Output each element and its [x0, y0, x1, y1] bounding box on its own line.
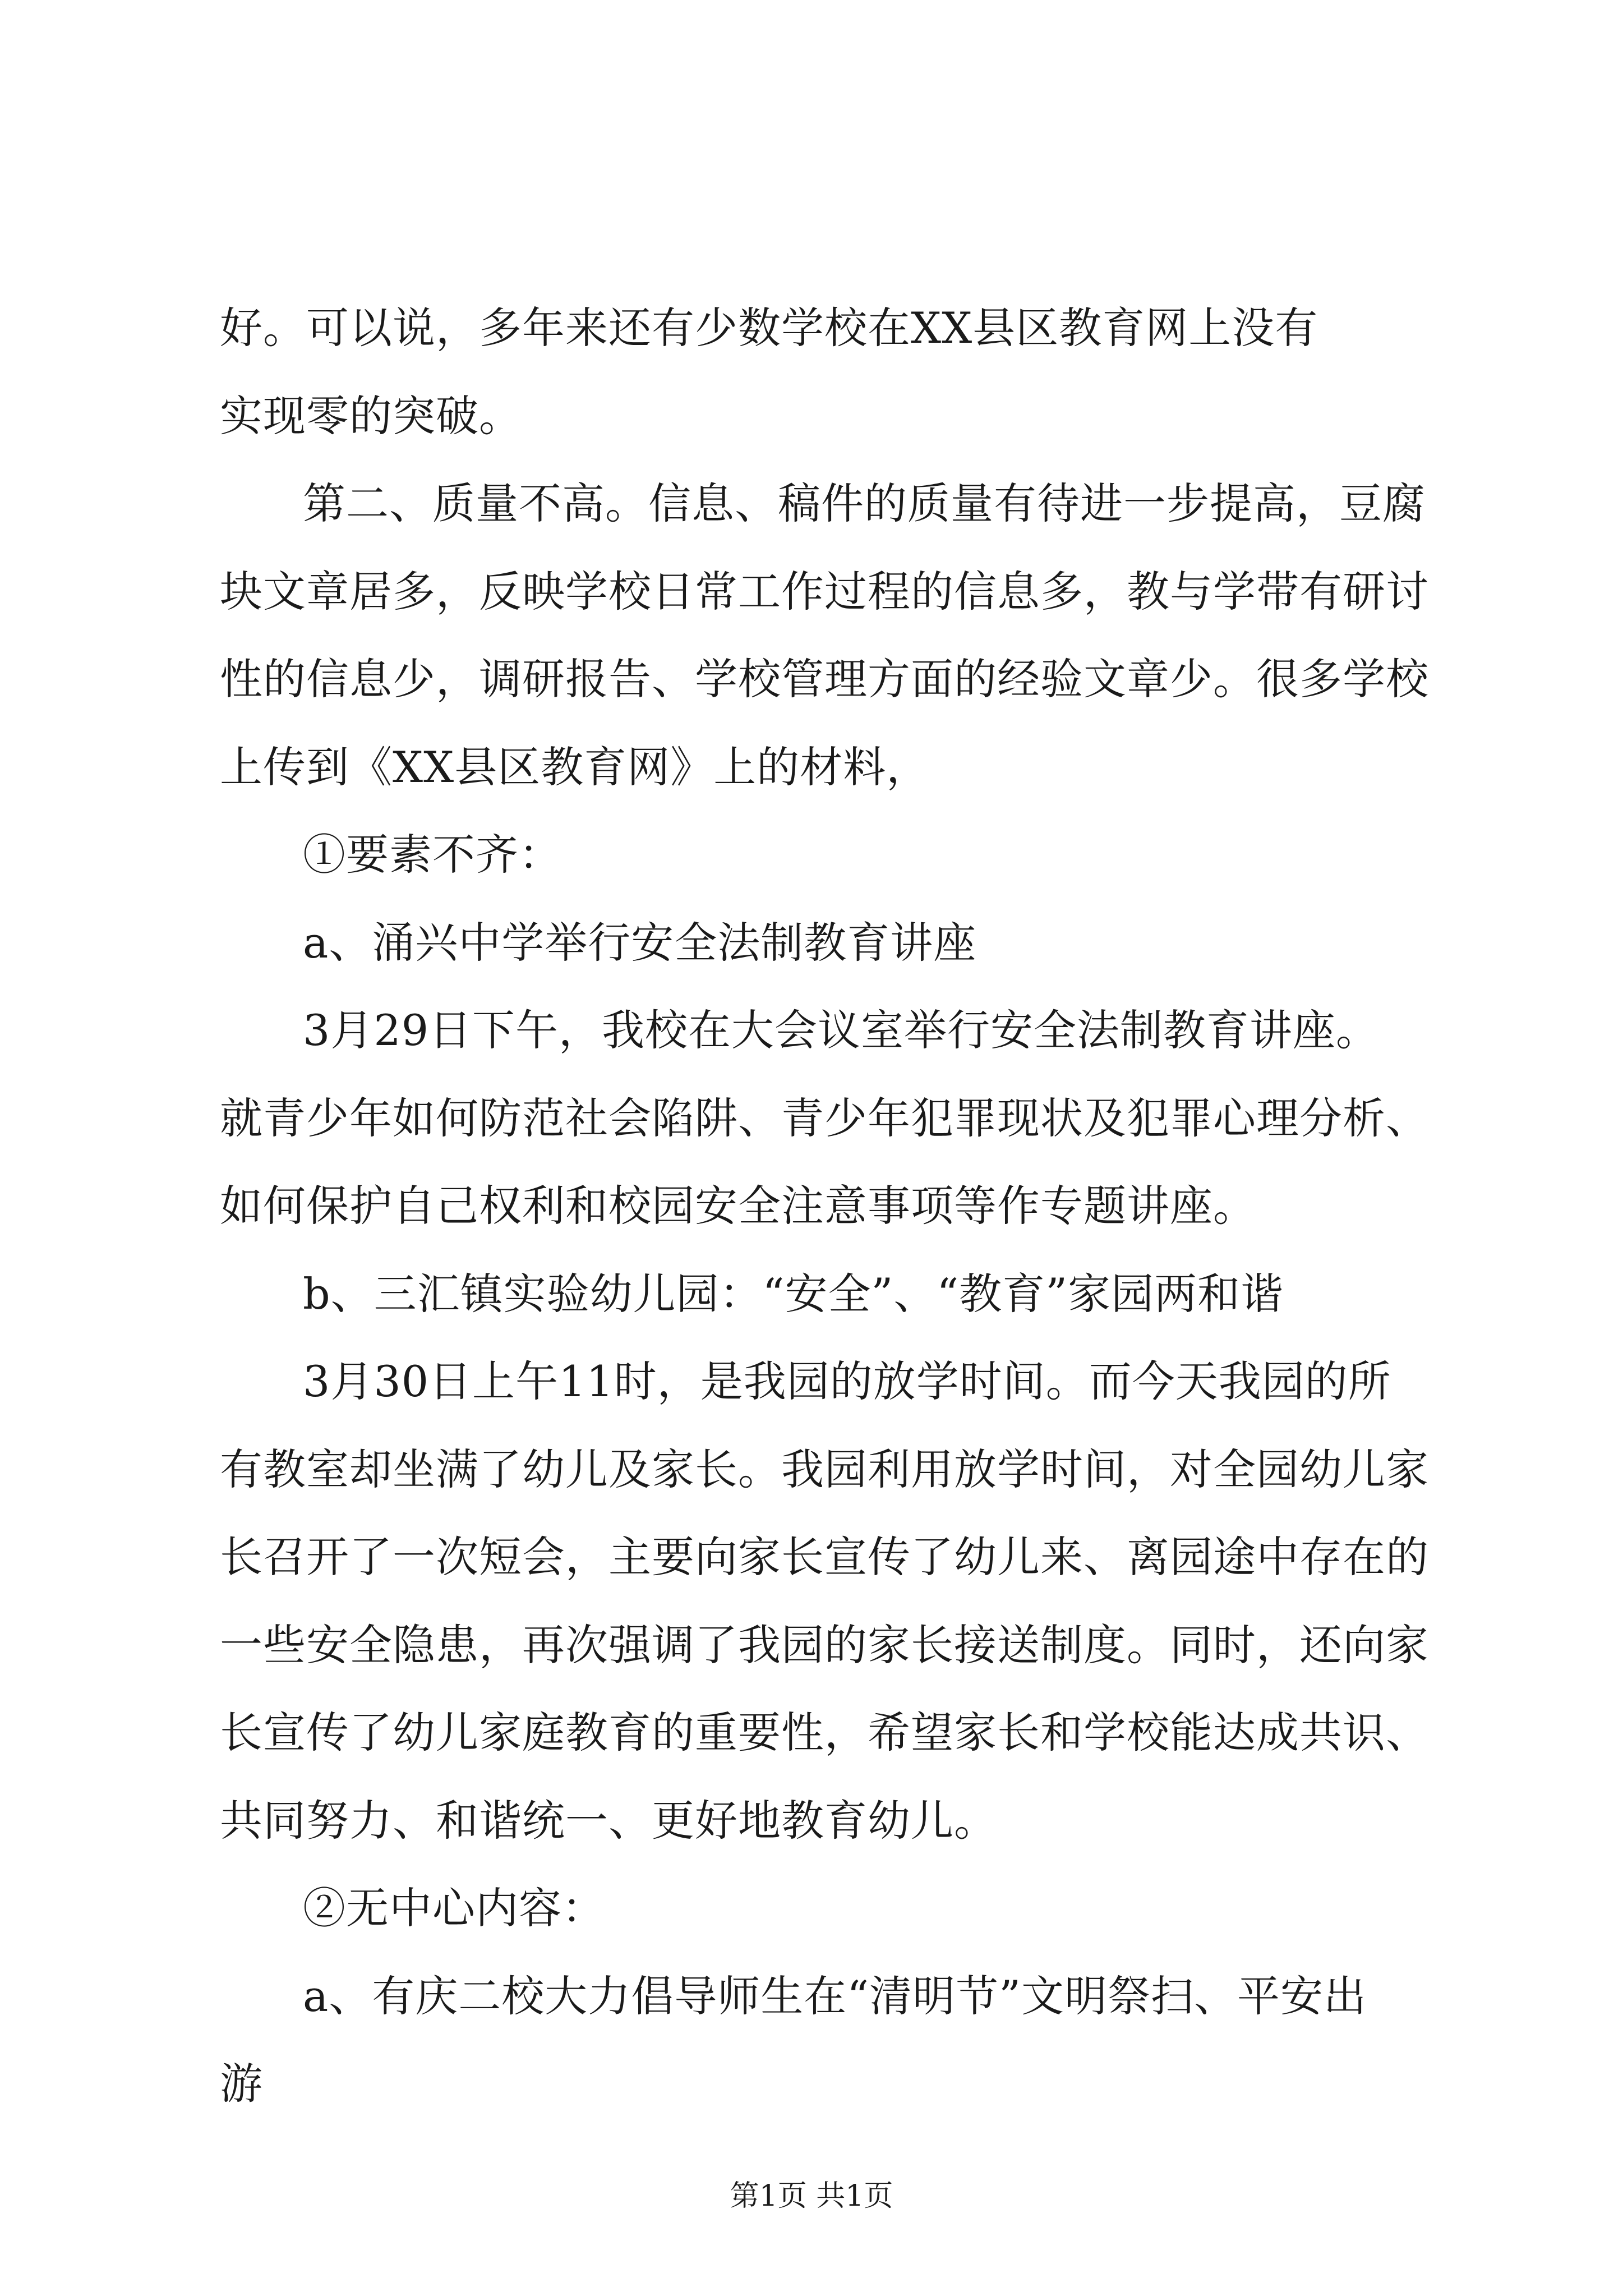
text-line: 游 — [220, 2059, 263, 2109]
text-line: 实现零的突破。 — [220, 391, 522, 441]
text-line: 一些安全隐患，再次强调了我园的家长接送制度。同时，还向家 — [220, 1620, 1429, 1670]
text-line: a、涌兴中学举行安全法制教育讲座 — [303, 918, 977, 968]
text-line: 3月30日上午11时，是我园的放学时间。而今天我园的所 — [303, 1356, 1391, 1406]
text-line: 有教室却坐满了幼儿及家长。我园利用放学时间，对全园幼儿家 — [220, 1444, 1429, 1494]
text-line: b、三汇镇实验幼儿园：“安全”、“教育”家园两和谐 — [303, 1269, 1284, 1319]
text-line: ①要素不齐： — [303, 830, 562, 880]
text-line: 就青少年如何防范社会陷阱、青少年犯罪现状及犯罪心理分析、 — [220, 1093, 1429, 1143]
text-line: 块文章居多，反映学校日常工作过程的信息多，教与学带有研讨 — [220, 567, 1429, 616]
text-line: ②无中心内容： — [303, 1883, 605, 1933]
text-line: a、有庆二校大力倡导师生在“清明节”文明祭扫、平安出 — [303, 1971, 1367, 2021]
text-line: 第二、质量不高。信息、稿件的质量有待进一步提高，豆腐 — [303, 478, 1426, 528]
text-line: 长召开了一次短会，主要向家长宣传了幼儿来、离园途中存在的 — [220, 1532, 1429, 1582]
text-line: 性的信息少，调研报告、学校管理方面的经验文章少。很多学校 — [220, 654, 1429, 704]
text-line: 如何保护自己权利和校园安全注意事项等作专题讲座。 — [220, 1181, 1256, 1231]
page-footer: 第1页 共1页 — [730, 2179, 893, 2213]
text-line: 好。可以说，多年来还有少数学校在XX县区教育网上没有 — [220, 303, 1318, 353]
text-line: 3月29日下午，我校在大会议室举行安全法制教育讲座。 — [303, 1005, 1380, 1055]
text-line: 长宣传了幼儿家庭教育的重要性，希望家长和学校能达成共识、 — [220, 1708, 1429, 1757]
text-line: 上传到《XX县区教育网》上的材料， — [220, 742, 930, 792]
text-line: 共同努力、和谐统一、更好地教育幼儿。 — [220, 1796, 997, 1846]
